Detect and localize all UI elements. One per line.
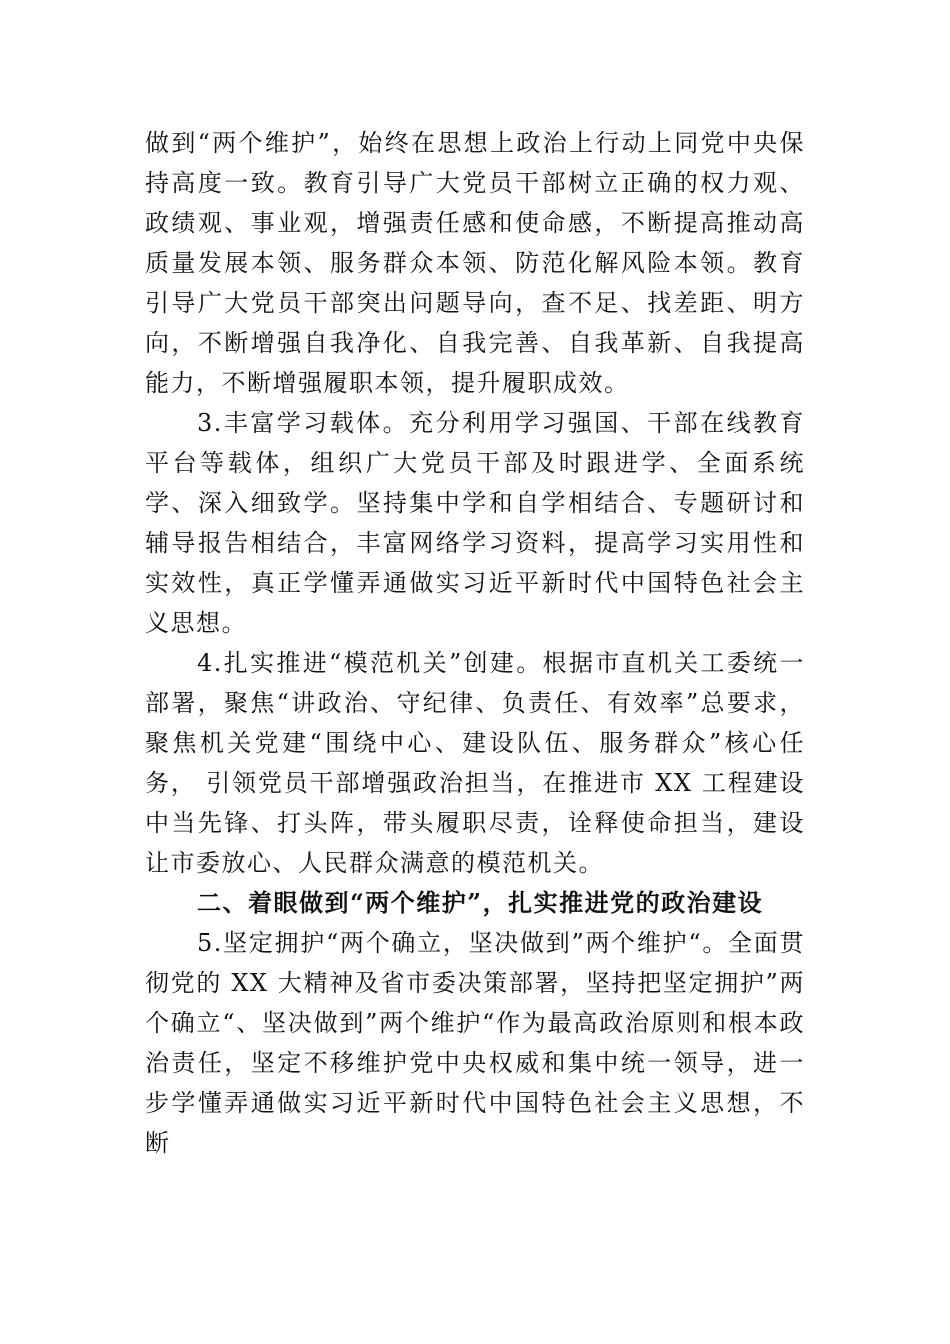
paragraph-item-5: 5.坚定拥护“两个确立，坚决做到”两个维护“。全面贯彻党的 XX 大精神及省市委决策部署，坚持把坚定拥护”两个确立“、坚决做到”两个维护“作为最高政治原则和根本政治责任，坚定不移维护党中央权威和集中统一领导，进一步学懂弄通做实习近平新时代中国特色社会主义思想，不断 — [145, 929, 805, 1157]
paragraph-item-4: 4.扎实推进“模范机关”创建。根据市直机关工委统一部署，聚焦“讲政治、守纪律、负责任、有效率”总要求，聚焦机关党建“围绕中心、建设队伍、服务群众”核心任务， 引领党员干部增强政治担当，在推进市 XX 工程建设中当先锋、打头阵，带头履职尽责，诠释使命担当，建设让市委放心、人民群众满意的模范机关。 — [145, 649, 805, 877]
paragraph-item-3: 3.丰富学习载体。充分利用学习强国、干部在线教育平台等载体，组织广大党员干部及时跟进学、全面系统学、深入细致学。坚持集中学和自学相结合、专题研讨和辅导报告相结合，丰富网络学习资料，提高学习实用性和实效性，真正学懂弄通做实习近平新时代中国特色社会主义思想。 — [145, 409, 805, 637]
section-heading-2: 二、着眼做到“两个维护”，扎实推进党的政治建设 — [197, 888, 764, 917]
document-body — [145, 123, 805, 1163]
paragraph-continuation: 做到“两个维护”，始终在思想上政治上行动上同党中央保持高度一致。教育引导广大党员干部树立正确的权力观、政绩观、事业观，增强责任感和使命感，不断提高推动高质量发展本领、服务群众本领、防范化解风险本领。教育引导广大党员干部突出问题导向，查不足、找差距、明方向，不断增强自我净化、自我完善、自我革新、自我提高能力，不断增强履职本领，提升履职成效。 — [145, 129, 805, 397]
